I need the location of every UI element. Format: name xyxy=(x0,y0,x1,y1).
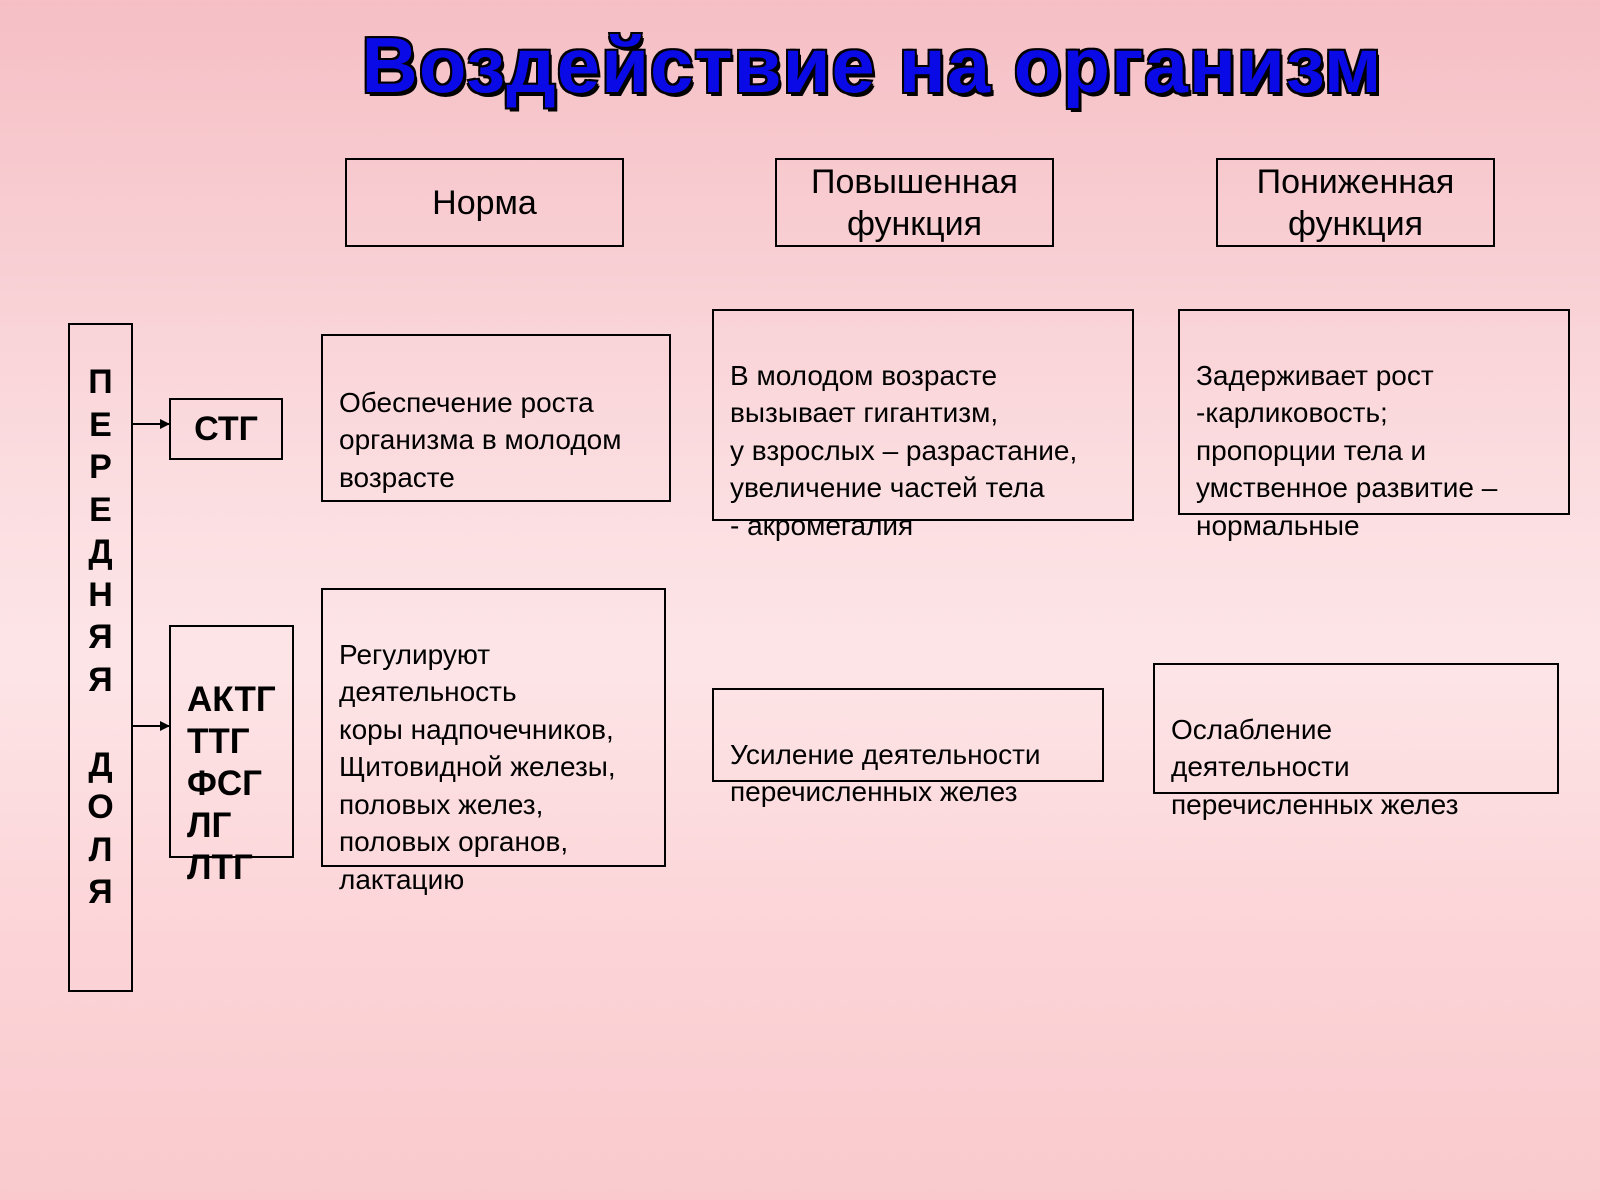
slide-title: Воздействие на организм xyxy=(361,21,1383,109)
gland-label-letter: Д xyxy=(88,533,113,571)
header-increased-label: Повышенная функция xyxy=(811,162,1018,243)
gland-label-letter: Я xyxy=(88,618,113,656)
gland-label-letter: Я xyxy=(88,660,113,699)
gland-label-letter: Н xyxy=(88,575,113,614)
tropic-norm-text: Регулируют деятельность коры надпочечников, Щитовидной железы, половых желез, половых органов, лактацию xyxy=(339,638,616,895)
header-decreased-label: Пониженная функция xyxy=(1256,162,1455,243)
gland-label-letter: Е xyxy=(89,405,112,444)
stg-decreased-text: Задерживает рост -карликовость; пропорции тела и умственное развитие – нормальные xyxy=(1196,359,1498,541)
gland-label-letter: Р xyxy=(89,448,112,486)
gland-label-letter: Л xyxy=(88,830,113,869)
stg-increased-text: В молодом возрасте вызывает гигантизм, у взрослых – разрастание, увеличение частей тела - акромегалия xyxy=(730,359,1078,541)
stg-norm-text: Обеспечение роста организма в молодом возрасте xyxy=(339,386,622,493)
gland-label-letter: Е xyxy=(89,490,112,529)
gland-label-letter: Д xyxy=(88,745,113,784)
gland-label-letter: Я xyxy=(88,873,113,911)
gland-label-letter: П xyxy=(88,363,113,401)
hormone-tropic-label: АКТГ ТТГ ФСГ ЛГ ЛТГ xyxy=(187,680,276,887)
header-norm-label: Норма xyxy=(432,183,537,222)
tropic-increased-text: Усиление деятельности перечисленных желез xyxy=(730,738,1041,807)
hormone-stg-label: СТГ xyxy=(194,409,258,448)
gland-label-letter: О xyxy=(87,788,114,826)
tropic-decreased-text: Ослабление деятельности перечисленных желез xyxy=(1171,713,1459,820)
